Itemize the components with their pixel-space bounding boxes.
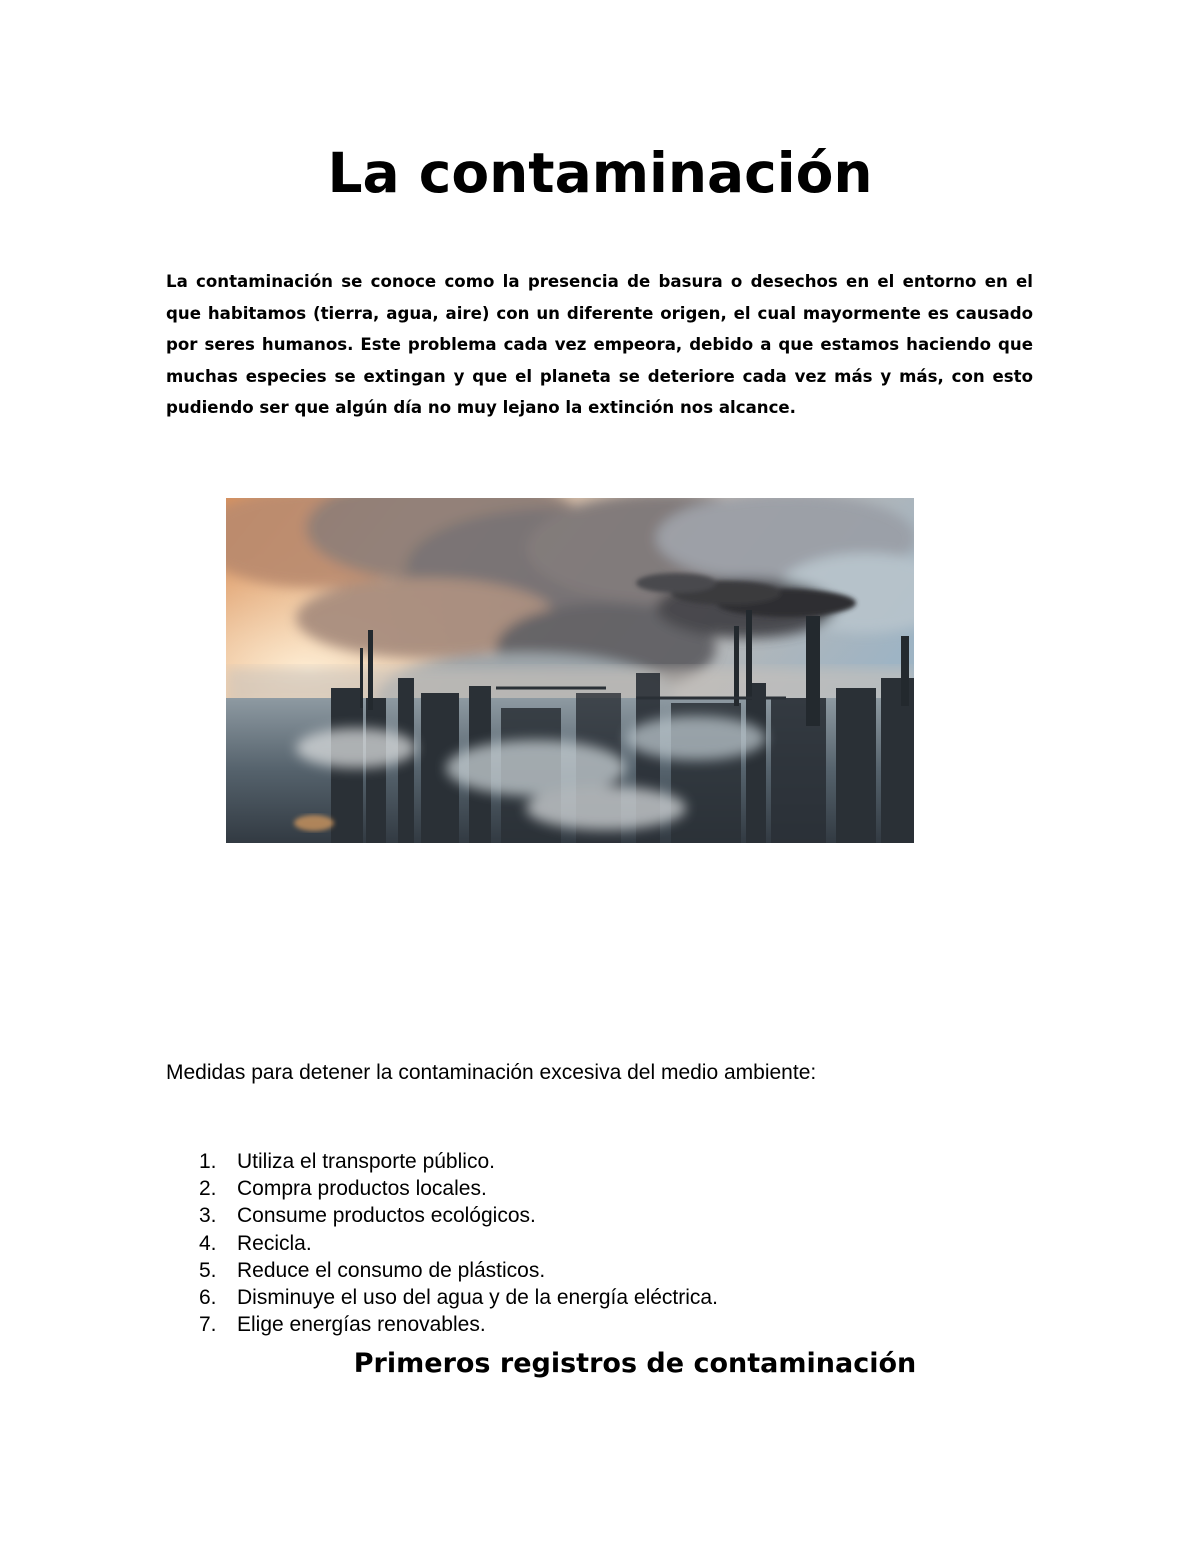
pollution-photo [226,498,914,843]
list-number: 6. [199,1286,217,1310]
list-text: Compra productos locales. [237,1177,487,1201]
page-title: La contaminación [327,141,873,205]
list-number: 2. [199,1177,217,1201]
list-item [166,1257,1066,1284]
list-number: 5. [199,1258,217,1282]
intro-paragraph: La contaminación se conoce como la presencia de basura o desechos en el entorno en el que habitamos (tierra, agua, aire) con un diferente origen, el cual mayormente es causado por seres humanos. Este problema cada vez empeora, debido a que estamos haciendo que muchas especies se extingan y que el planeta se deteriore cada vez más y más, con esto pudiendo ser que algún día no muy lejano la extinción nos alcance. [166,272,1033,417]
list-item [166,1148,1066,1175]
measures-intro: Medidas para detener la contaminación excesiva del medio ambiente: [166,1061,817,1084]
list-number: 1. [199,1150,217,1173]
list-item [166,1202,1066,1229]
list-text: Reduce el consumo de plásticos. [237,1258,546,1282]
measures-list [166,1148,1066,1338]
list-item [166,1284,1066,1311]
factory-smoke-image [226,498,914,843]
list-item [166,1230,1066,1257]
section-heading: Primeros registros de contaminación [353,1348,917,1379]
list-number: 3. [199,1204,217,1228]
list-number: 4. [199,1231,217,1255]
list-number: 7. [199,1313,217,1337]
list-item [166,1311,1066,1338]
list-text: Recicla. [237,1231,312,1255]
list-item [166,1175,1066,1202]
list-text: Utiliza el transporte público. [237,1150,495,1173]
list-text: Disminuye el uso del agua y de la energía eléctrica. [237,1286,718,1310]
list-text: Elige energías renovables. [237,1313,486,1337]
list-text: Consume productos ecológicos. [237,1204,536,1228]
